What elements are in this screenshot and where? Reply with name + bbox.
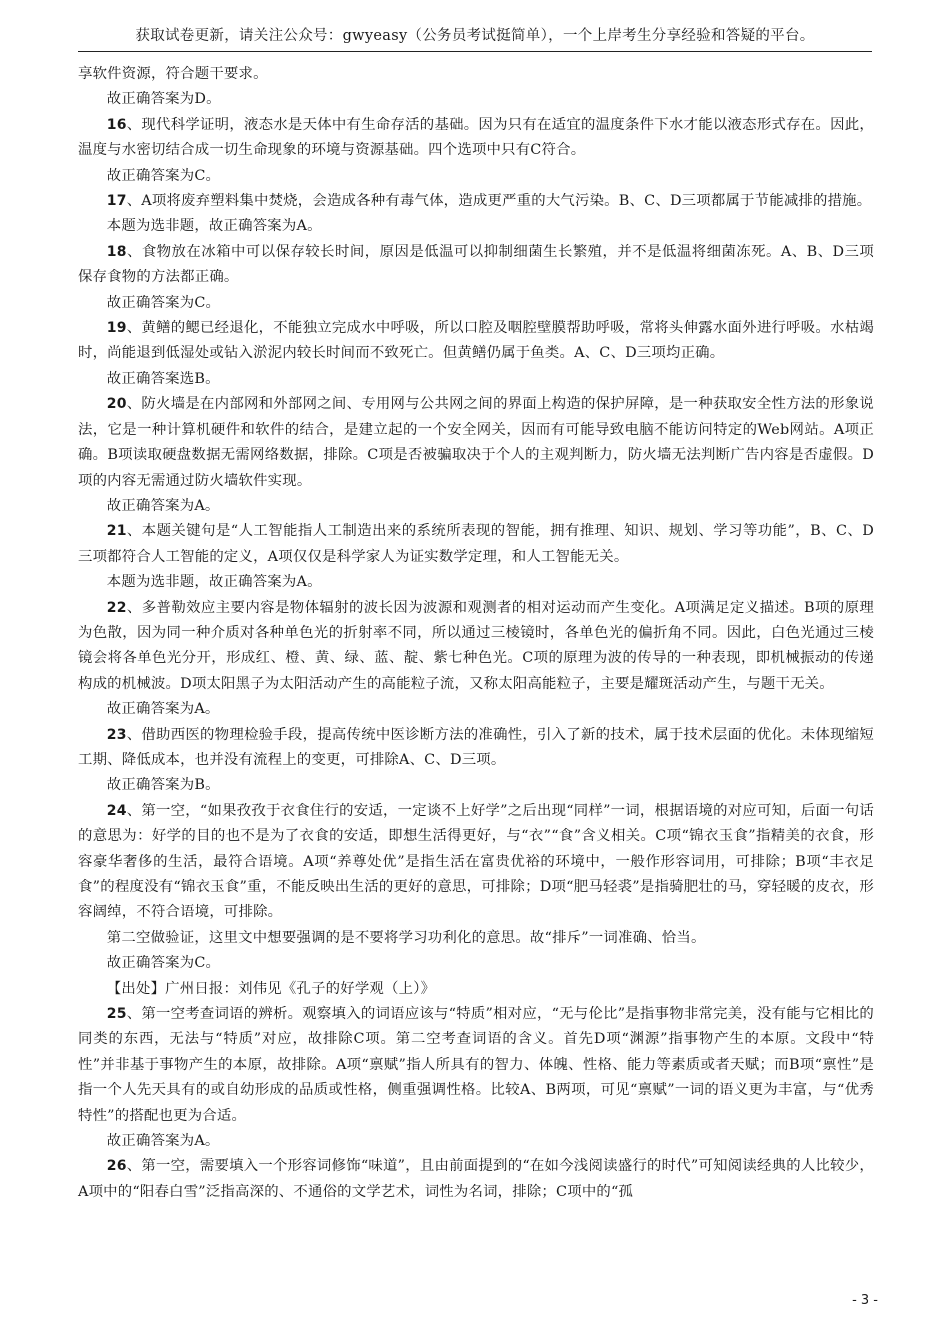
question-number: 22 (106, 599, 127, 616)
paragraph-text: 第二空做验证，这里文中想要强调的是不要将学习功利化的意思。故“排斥”一词准确、恰当。 (106, 929, 706, 946)
answer-paragraph (78, 977, 874, 1002)
paragraph-text: 故正确答案为A。 (106, 497, 220, 514)
question-number: 19 (106, 320, 127, 337)
question-number: 21 (106, 523, 127, 540)
question-paragraph (78, 596, 874, 698)
question-paragraph (78, 392, 874, 494)
page-number: - 3 - (852, 1293, 878, 1308)
paragraph-text: 故正确答案为C。 (106, 955, 221, 972)
question-number: 25 (106, 1006, 127, 1023)
paragraph-text: 、多普勒效应主要内容是物体辐射的波长因为波源和观测者的相对运动而产生变化。A项满足定义描述。B项的原理为色散，因为同一种介质对各种单色光的折射率不同，所以通过三棱镜时，各单色光的偏折角不同。因此，白色光通过三棱镜会将各单色光分开，形成红、橙、黄、绿、蓝、靛、紫七种色光。C项的原理为波的传导的一种表现，即机械振动的传递构成的机械波。D项太阳黑子为太阳活动产生的高能粒子流，又称太阳高能粒子，主要是耀斑活动产生，与题干无关。 (78, 599, 874, 692)
question-number: 20 (106, 396, 127, 413)
question-paragraph (78, 316, 874, 367)
paragraph-text: 、现代科学证明，液态水是天体中有生命存活的基础。因为只有在适宜的温度条件下水才能以液态形式存在。因此，温度与水密切结合成一切生命现象的环境与资源基础。四个选项中只有C符合。 (78, 116, 874, 159)
paragraph-text: 故正确答案为C。 (106, 294, 221, 311)
question-number: 17 (106, 193, 127, 210)
document-body (78, 62, 874, 1205)
paragraph-text: 故正确答案为A。 (106, 701, 220, 718)
paragraph-text: 、A项将废弃塑料集中焚烧，会造成各种有毒气体，造成更严重的大气污染。B、C、D三项都属于节能减排的措施。 (126, 193, 872, 210)
question-number: 23 (106, 726, 127, 743)
paragraph-text: 、借助西医的物理检验手段，提高传统中医诊断方法的准确性，引入了新的技术，属于技术层面的优化。未体现缩短工期、降低成本，也并没有流程上的变更，可排除A、C、D三项。 (78, 726, 874, 768)
question-paragraph (78, 519, 874, 570)
question-paragraph (78, 113, 874, 164)
answer-paragraph (78, 570, 874, 595)
answer-paragraph (78, 773, 874, 798)
question-paragraph (78, 1002, 874, 1129)
question-number: 16 (106, 116, 127, 133)
paragraph-text: 本题为选非题，故正确答案为A。 (106, 574, 322, 591)
paragraph-text: 、防火墙是在内部网和外部网之间、专用网与公共网之间的界面上构造的保护屏障，是一种获取安全性方法的形象说法，它是一种计算机硬件和软件的结合，是建立起的一个安全网关，因而有可能导致电脑不能访问特定的Web网站。A项正确。B项读取硬盘数据无需网络数据，排除。C项是否被骗取决于个人的主观判断力，防火墙无法判断广告内容是否虚假。D项的内容无需通过防火墙软件实现。 (78, 396, 874, 489)
paragraph-text: 故正确答案为A。 (106, 1133, 220, 1150)
answer-paragraph (78, 494, 874, 519)
paragraph-text: 、第一空，“如果孜孜于衣食住行的安适，一定谈不上好学”之后出现“同样”一词，根据语境的对应可知，后面一句话的意思为：好学的目的也不是为了衣食的安适，即想生活得更好，与“衣”“食”含义相关。C项“锦衣玉食”指精美的衣食，形容豪华奢侈的生活，最符合语境。A项“养尊处优”是指生活在富贵优裕的环境中，一般作形容词用，可排除；B项“丰衣足食”的程度没有“锦衣玉食”重，不能反映出生活的更好的意思，可排除；D项“肥马轻裘”是指骑肥壮的马，穿轻暖的皮衣，形容阔绰，不符合语境，可排除。 (78, 802, 874, 921)
paragraph-text: 、第一空，需要填入一个形容词修饰“味道”，且由前面提到的“在如今浅阅读盛行的时代”可知阅读经典的人比较少，A项中的“阳春白雪”泛指高深的、不通俗的文学艺术，词性为名词，排除；C项中的“孤 (78, 1158, 874, 1200)
paragraph-text: 故正确答案为B。 (106, 777, 220, 794)
answer-paragraph (78, 291, 874, 316)
answer-paragraph (78, 697, 874, 722)
answer-paragraph (78, 367, 874, 392)
question-paragraph (78, 1154, 874, 1205)
answer-paragraph (78, 62, 874, 87)
paragraph-text: 、本题关键句是“人工智能指人工制造出来的系统所表现的智能，拥有推理、知识、规划、学习等功能”，B、C、D三项都符合人工智能的定义，A项仅仅是科学家人为证实数学定理，和人工智能无关。 (78, 523, 874, 565)
question-paragraph (78, 799, 874, 926)
answer-paragraph (78, 164, 874, 189)
answer-paragraph (78, 926, 874, 951)
answer-paragraph (78, 214, 874, 239)
paragraph-text: 享软件资源，符合题干要求。 (78, 66, 268, 82)
paragraph-text: 本题为选非题，故正确答案为A。 (106, 218, 322, 235)
paragraph-text: 、黄鳝的鳃已经退化，不能独立完成水中呼吸，所以口腔及咽腔壁膜帮助呼吸，常将头伸露水面外进行呼吸。水枯竭时，尚能退到低湿处或钻入淤泥内较长时间而不致死亡。但黄鳝仍属于鱼类。A、C、D三项均正确。 (78, 320, 874, 362)
paragraph-text: 、第一空考查词语的辨析。观察填入的词语应该与“特质”相对应，“无与伦比”是指事物非常完美，没有能与它相比的同类的东西，无法与“特质”对应，故排除C项。第二空考查词语的含义。首先D项“渊源”指事物产生的本原。文段中“特性”并非基于事物产生的本原，故排除。A项“禀赋”指人所具有的智力、体魄、性格、能力等素质或者天赋；而B项“禀性”是指一个人先天具有的或自幼形成的品质或性格，侧重强调性格。比较A、B两项，可见“禀赋”一词的语义更为丰富，与“优秀特性”的搭配也更为合适。 (78, 1006, 874, 1124)
page-header: 获取试卷更新，请关注公众号：gwyeasy（公务员考试挺简单），一个上岸考生分享经验和答疑的平台。 (78, 24, 872, 52)
answer-paragraph (78, 951, 874, 976)
paragraph-text: 故正确答案为D。 (106, 91, 221, 108)
question-number: 24 (106, 802, 127, 819)
question-paragraph (78, 723, 874, 774)
paragraph-text: 故正确答案为C。 (106, 167, 221, 184)
question-number: 26 (106, 1158, 127, 1175)
paragraph-text: 、食物放在冰箱中可以保存较长时间，原因是低温可以抑制细菌生长繁殖，并不是低温将细菌冻死。A、B、D三项保存食物的方法都正确。 (78, 243, 874, 286)
answer-paragraph (78, 87, 874, 112)
question-paragraph (78, 189, 874, 214)
paragraph-text: 【出处】广州日报：刘伟见《孔子的好学观（上）》 (106, 980, 436, 997)
question-number: 18 (106, 243, 127, 260)
question-paragraph (78, 240, 874, 291)
paragraph-text: 故正确答案选B。 (106, 370, 220, 387)
answer-paragraph (78, 1129, 874, 1154)
